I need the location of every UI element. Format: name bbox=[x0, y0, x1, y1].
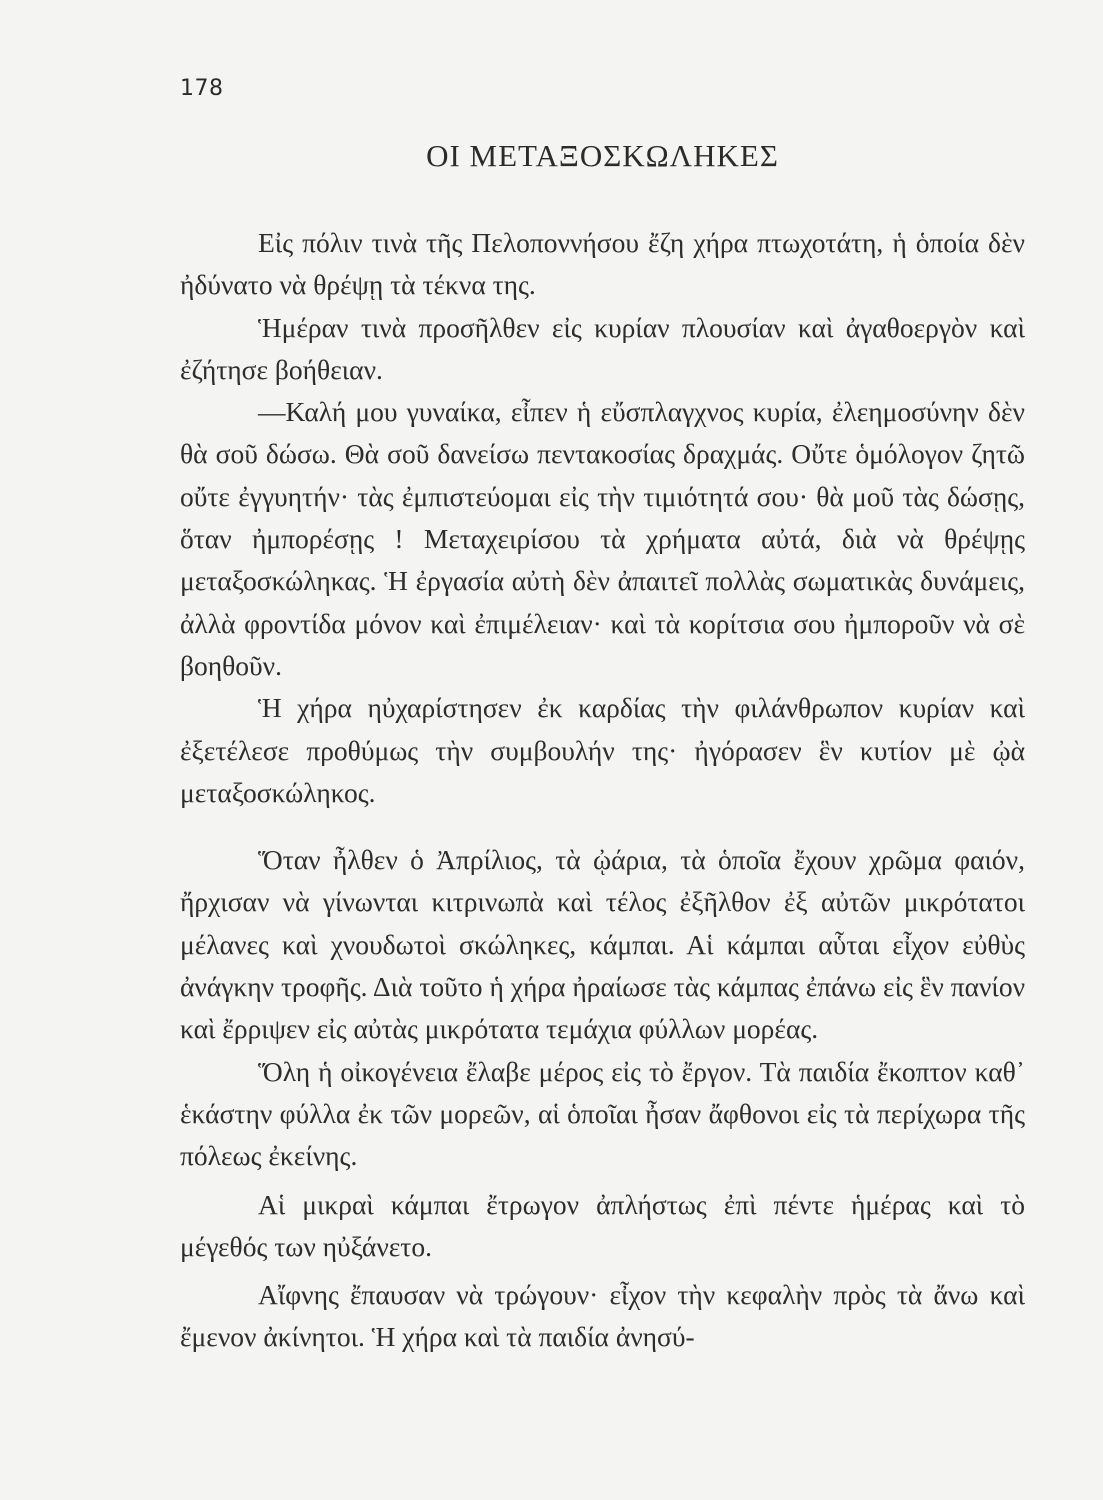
paragraph-6: Ὅλη ἡ οἰκογένεια ἔλαβε μέρος εἰς τὸ ἔργον. Τὰ παιδία ἔκοπτον καθ᾿ ἑκάστην φύλλα ἐκ τῶν μορεῶν, αἱ ὁποῖαι ἦσαν ἄφθονοι εἰς τὰ περίχωρα τῆς πόλεως ἐκείνης. bbox=[180, 1055, 1025, 1172]
paragraph-4: Ἡ χήρα ηὐχαρίστησεν ἐκ καρδίας τὴν φιλάνθρωπον κυρίαν καὶ ἐξετέλεσε προθύμως τὴν συμβουλήν της· ἠγόρασεν ἓν κυτίον μὲ ᾠὰ μεταξοσκώληκος. bbox=[180, 692, 1025, 808]
page-number: 178 bbox=[180, 76, 224, 101]
chapter-title: ΟΙ ΜΕΤΑΞΟΣΚΩΛΗΚΕΣ bbox=[426, 138, 779, 173]
paragraph-1: Εἰς πόλιν τινὰ τῆς Πελοποννήσου ἔζη χήρα πτωχοτάτη, ἡ ὁποία δὲν ἠδύνατο νὰ θρέψῃ τὰ τέκνα της. bbox=[180, 227, 1025, 301]
paragraph-7: Αἱ μικραὶ κάμπαι ἔτρωγον ἀπλήστως ἐπὶ πέντε ἡμέρας καὶ τὸ μέγεθός των ηὐξάνετο. bbox=[180, 1188, 1025, 1262]
paragraph-8: Αἴφνης ἔπαυσαν νὰ τρώγουν· εἶχον τὴν κεφαλὴν πρὸς τὰ ἄνω καὶ ἔμενον ἀκίνητοι. Ἡ χήρα καὶ τὰ παιδία ἀνησύ- bbox=[180, 1279, 1025, 1353]
paragraph-2: Ἡμέραν τινὰ προσῆλθεν εἰς κυρίαν πλουσίαν καὶ ἀγαθοεργὸν καὶ ἐζήτησε βοήθειαν. bbox=[180, 311, 1025, 385]
text-body bbox=[180, 222, 1025, 1359]
paragraph-3: —Καλή μου γυναίκα, εἶπεν ἡ εὔσπλαγχνος κυρία, ἐλεημοσύνην δὲν θὰ σοῦ δώσω. Θὰ σοῦ δανείσω πεντακοσίας δραχμάς. Οὔτε ὁμόλογον ζητῶ οὔτε ἐγγυητήν· τὰς ἐμπιστεύομαι εἰς τὴν τιμιότητά σου· θὰ μοῦ τὰς δώσῃς, ὅταν ἠμπορέσῃς ! Μεταχειρίσου τὰ χρήματα αὐτά, διὰ νὰ θρέψῃς μεταξοσκώληκας. Ἡ ἐργασία αὐτὴ δὲν ἀπαιτεῖ πολλὰς σωματικὰς δυνάμεις, ἀλλὰ φροντίδα μόνον καὶ ἐπιμέλειαν· καὶ τὰ κορίτσια σου ἠμποροῦν νὰ σὲ βοηθοῦν. bbox=[180, 396, 1025, 681]
paragraph-5: Ὅταν ἦλθεν ὁ Ἀπρίλιος, τὰ ᾠάρια, τὰ ὁποῖα ἔχουν χρῶμα φαιόν, ἤρχισαν νὰ γίνωνται κιτρινωπὰ καὶ τέλος ἐξῆλθον ἐξ αὐτῶν μικρότατοι μέλανες καὶ χνουδωτοὶ σκώληκες, κάμπαι. Αἱ κάμπαι αὗται εἶχον εὐθὺς ἀνάγκην τροφῆς. Διὰ τοῦτο ἡ χήρα ἠραίωσε τὰς κάμπας ἐπάνω εἰς ἓν πανίον καὶ ἔρριψεν εἰς αὐτὰς μικρότατα τεμάχια φύλλων μορέας. bbox=[180, 844, 1025, 1045]
